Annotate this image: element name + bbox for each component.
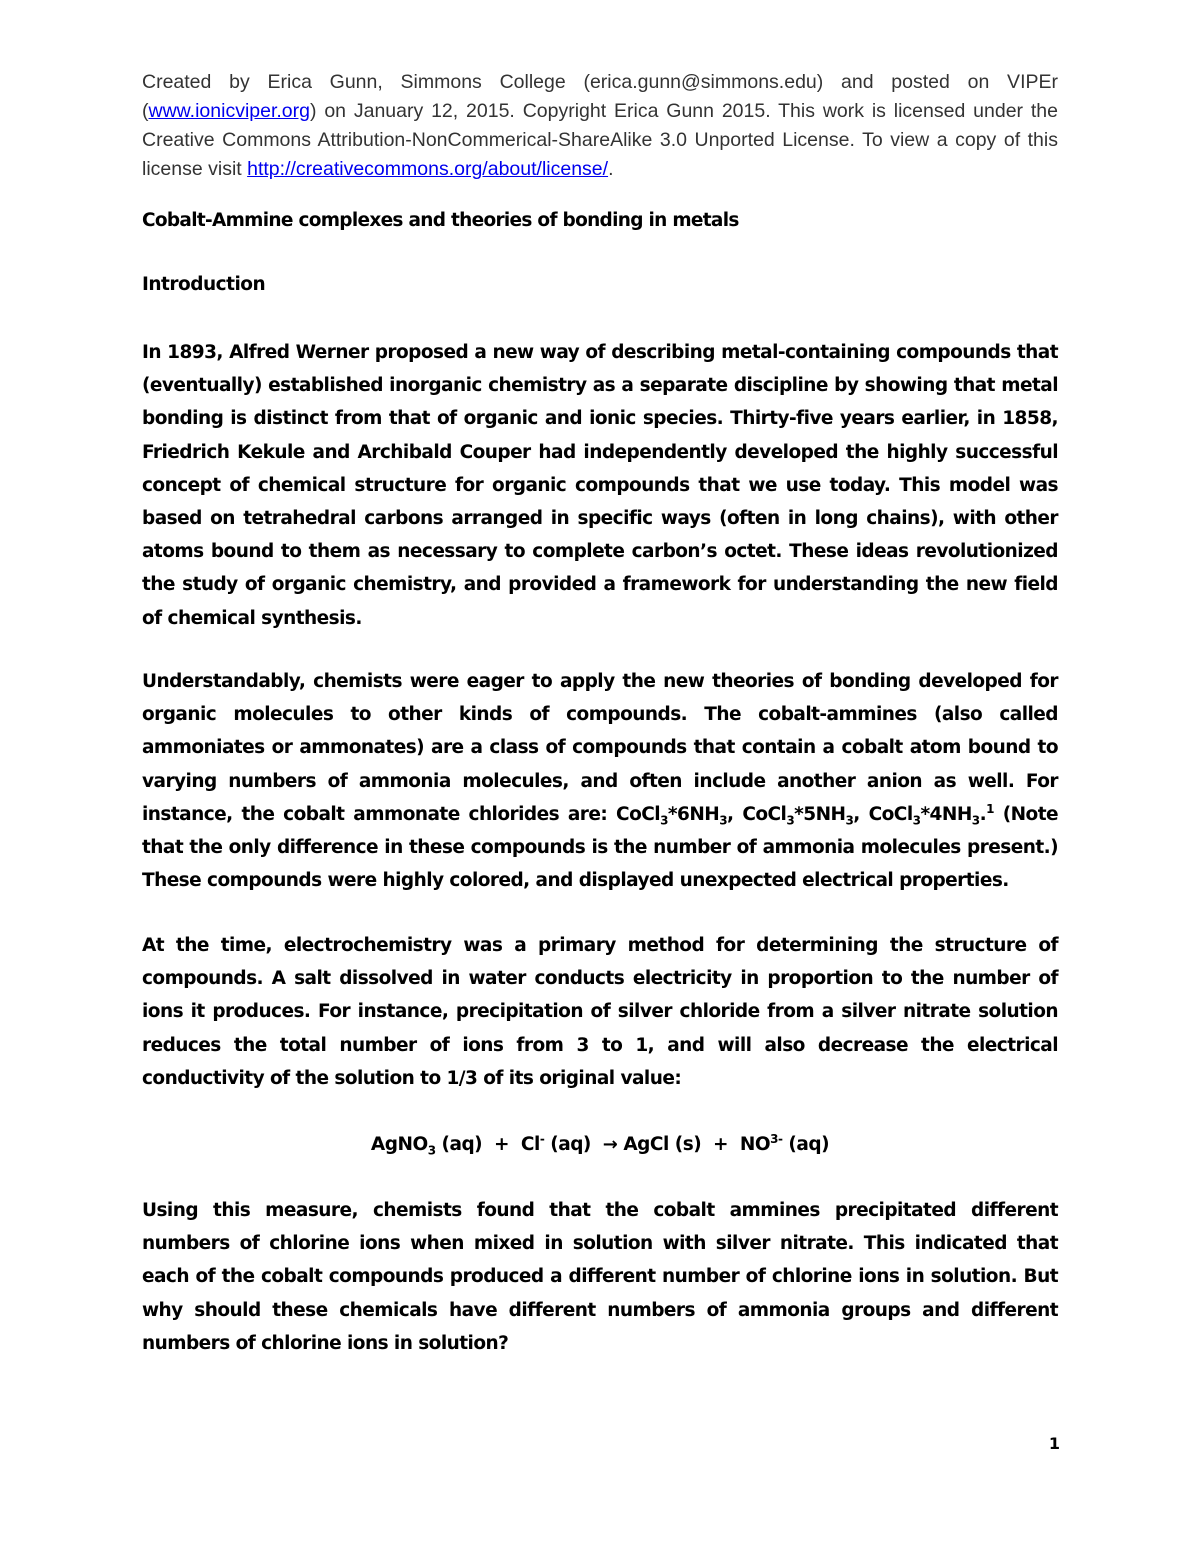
paragraph-measurement: Using this measure, chemists found that the cobalt ammines precipitated different numbers of chlorine ions when mixed in solution with silver nitrate. This indicated that each of the cobalt compounds produced a different number of chlorine ions in solution. But why should these chemicals have different numbers of ammonia groups and different numbers of chlorine ions in solution? (142, 1200, 1058, 1354)
formula-hexammine: $CoCl_3*6NH_3$ (616, 803, 728, 828)
section-heading-introduction: Introduction (142, 274, 266, 295)
viper-link[interactable]: www.ionicviper.org (148, 100, 310, 122)
footnote-marker: 1 (986, 801, 994, 816)
attribution-header (142, 68, 1058, 184)
reaction-arrow-icon: → (602, 1134, 618, 1155)
header-text-1: Created by Erica Gunn, Simmons College (erica.gunn@simmons.edu) and posted on VIPEr ( (142, 71, 1058, 122)
paragraph-cobalt-rest: (Note that the only difference in these compounds is the number of ammonia molecules present.) These compounds were highly colored, and displayed unexpected electrical properties. (142, 803, 1058, 892)
document-title: Cobalt-Ammine complexes and theories of bonding in metals (142, 210, 739, 231)
header-text-3: . (608, 158, 614, 180)
paragraph-cobalt-intro: Understandably, chemists were eager to apply the new theories of bonding developed for organic molecules to other kinds of compounds. The cobalt-ammines (also called ammoniates or ammonates) are a class of compounds that contain a cobalt atom bound to varying numbers of ammonia molecules, and often include another anion as well. For instance, the cobalt ammonate chlorides are: (142, 671, 1058, 825)
header-text-2: ) on January 12, 2015. Copyright Erica Gunn 2015. This work is licensed under the Creative Commons Attribution-NonCommerical-ShareAlike 3.0 Unported License. To view a copy of this license visit (142, 100, 1058, 180)
paragraph-electrochemistry: At the time, electrochemistry was a primary method for determining the structure of compounds. A salt dissolved in water conducts electricity in proportion to the number of ions it produces. For instance, precipitation of silver chloride from a silver nitrate solution reduces the total number of ions from 3 to 1, and will also decrease the electrical conductivity of the solution to 1/3 of its original value: (142, 935, 1058, 1089)
precipitation-equation: AgNO$_3$ (aq) + Cl- (aq) → AgCl $(s) + NO^{3-}$ (aq) (370, 1131, 830, 1158)
formula-tetrammine: $CoCl_3*4NH_3$ (868, 803, 980, 828)
formula-pentammine: $CoCl_3*5NH_3$ (742, 803, 854, 828)
license-link[interactable]: http://creativecommons.org/about/license/ (247, 158, 609, 180)
paragraph-cobalt-ammines: Understandably, chemists were eager to apply the new theories of bonding developed for organic molecules to other kinds of compounds. The cobalt-ammines (also called ammoniates or ammonates) are a class of compounds that contain a cobalt atom bound to varying numbers of ammonia molecules, and often include another anion as well. For instance, the cobalt ammonate chlorides are: $CoCl_3*6NH_3$, $CoCl_3*5NH_3$, $CoCl_3*4NH_3.^1$ (Note that the only difference in these compounds is the number of ammonia molecules present.) These compounds were highly colored, and displayed unexpected electrical properties. (142, 671, 1058, 892)
page-number: 1 (1048, 1434, 1060, 1453)
paragraph-werner: In 1893, Alfred Werner proposed a new way of describing metal-containing compounds that (eventually) established inorganic chemistry as a separate discipline by showing that metal bonding is distinct from that of organic and ionic species. Thirty-five years earlier, in 1858, Friedrich Kekule and Archibald Couper had independently developed the highly successful concept of chemical structure for organic compounds that we use today. This model was based on tetrahedral carbons arranged in specific ways (often in long chains), with other atoms bound to them as necessary to complete carbon’s octet. These ideas revolutionized the study of organic chemistry, and provided a framework for understanding the new field of chemical synthesis. (142, 342, 1058, 629)
